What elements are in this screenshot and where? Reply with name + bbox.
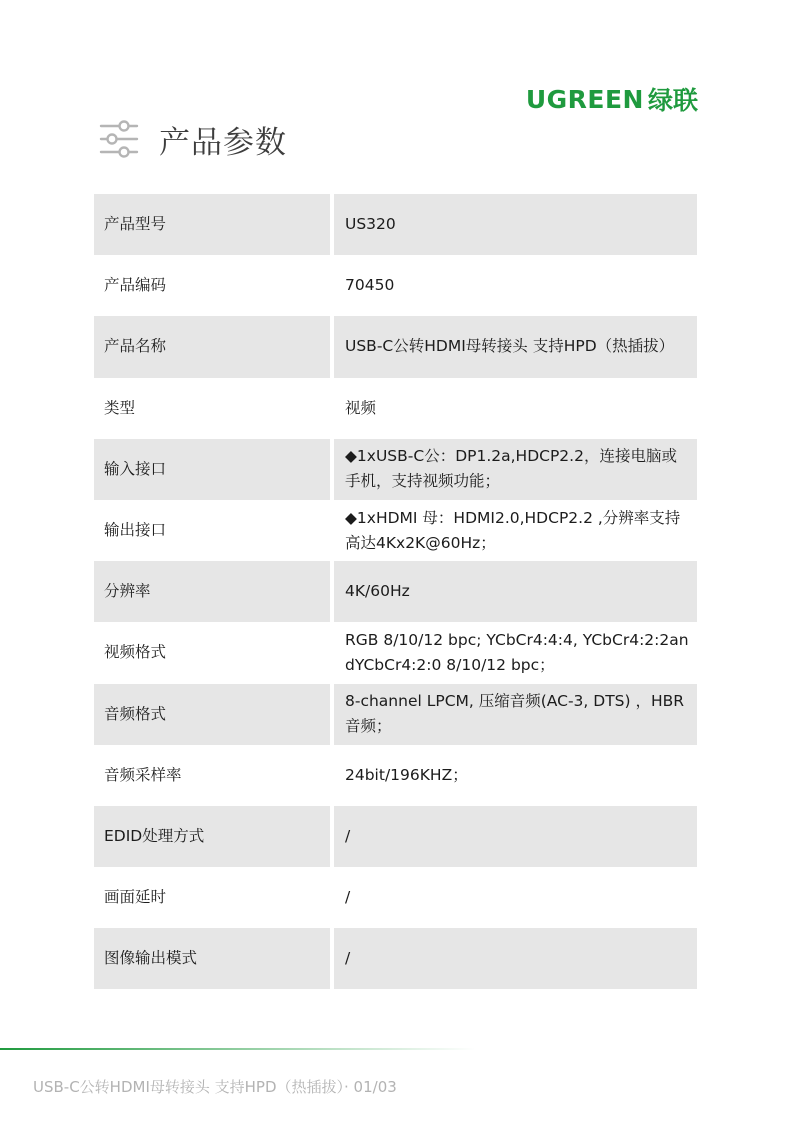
logo-latin-text: UGREEN — [525, 84, 644, 114]
spec-label: EDID处理方式 — [94, 806, 330, 867]
spec-value — [334, 684, 697, 745]
spec-value — [334, 928, 697, 989]
spec-label: 产品编码 — [104, 276, 167, 295]
spec-row — [94, 378, 697, 439]
spec-label: 音频格式 — [94, 684, 330, 745]
spec-row — [94, 622, 697, 683]
spec-label: 产品型号 — [94, 194, 330, 255]
footer-divider — [0, 1048, 475, 1050]
spec-row — [94, 745, 697, 806]
spec-value — [334, 867, 697, 928]
spec-value — [334, 806, 697, 867]
spec-row — [94, 255, 697, 316]
ugreen-logo — [526, 84, 698, 114]
spec-value — [334, 255, 697, 316]
logo-cjk-text: 绿联 — [647, 86, 698, 115]
spec-label: 音频采样率 — [104, 765, 182, 784]
spec-label: 类型 — [104, 398, 136, 417]
spec-label: 画面延时 — [104, 888, 167, 907]
spec-value-text: 视频 — [345, 398, 377, 417]
spec-row — [94, 439, 697, 500]
sliders-icon — [99, 119, 139, 159]
spec-value-text: / — [345, 826, 351, 845]
spec-value — [334, 439, 697, 500]
spec-value-text: / — [345, 888, 351, 907]
spec-value-text: ◆1xUSB-C公：DP1.2a,HDCP2.2，连接电脑或手机，支持视频功能； — [345, 447, 677, 491]
spec-value — [334, 500, 697, 561]
spec-row — [94, 561, 697, 622]
spec-value-text: US320 — [345, 215, 396, 234]
spec-value — [334, 378, 697, 439]
spec-row — [94, 316, 697, 377]
spec-row — [94, 194, 697, 255]
spec-value-text: 8-channel LPCM, 压缩音频(AC-3, DTS) ，HBR音频； — [345, 692, 685, 736]
spec-row — [94, 684, 697, 745]
spec-value-text: 4K/60Hz — [345, 582, 410, 601]
spec-label: 分辨率 — [94, 561, 330, 622]
spec-label: 输入接口 — [94, 439, 330, 500]
spec-table — [94, 194, 697, 989]
spec-row — [94, 928, 697, 989]
spec-label: 产品名称 — [94, 316, 330, 377]
section-heading — [99, 118, 287, 160]
spec-value — [334, 745, 697, 806]
spec-value-text: 24bit/196KHZ； — [345, 765, 468, 784]
spec-value — [334, 622, 697, 683]
spec-value-text: ◆1xHDMI 母：HDMI2.0,HDCP2.2 ,分辨率支持高达4Kx2K@60Hz； — [345, 508, 681, 552]
spec-value — [334, 194, 697, 255]
spec-value — [334, 561, 697, 622]
spec-value-text: 70450 — [345, 276, 395, 295]
spec-value-text: RGB 8/10/12 bpc; YCbCr4:4:4, YCbCr4:2:2andYCbCr4:2:0 8/10/12 bpc； — [345, 630, 689, 674]
spec-label: 输出接口 — [104, 521, 167, 540]
spec-value-text: USB-C公转HDMI母转接头 支持HPD（热插拔） — [345, 337, 675, 356]
spec-value-text: / — [345, 949, 351, 968]
spec-row — [94, 500, 697, 561]
page-title: 产品参数 — [159, 124, 287, 161]
footer-text: USB-C公转HDMI母转接头 支持HPD（热插拔）· 01/03 — [33, 1078, 397, 1096]
spec-row — [94, 867, 697, 928]
spec-label: 视频格式 — [104, 643, 167, 662]
spec-value — [334, 316, 697, 377]
spec-row — [94, 806, 697, 867]
spec-label: 图像输出模式 — [94, 928, 330, 989]
